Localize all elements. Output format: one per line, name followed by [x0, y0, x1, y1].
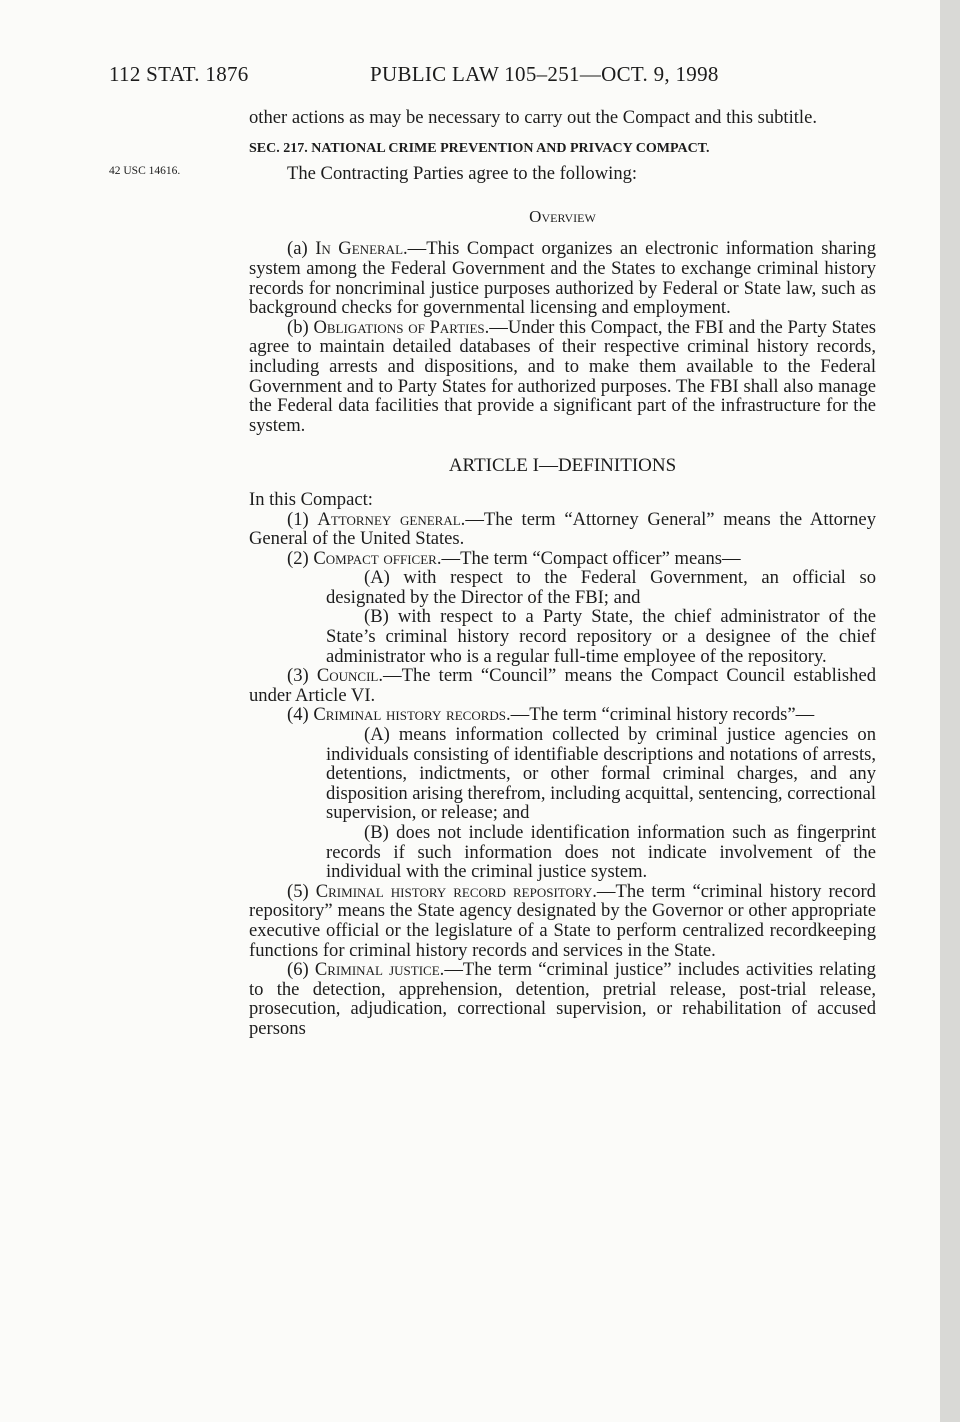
definition-text: —The term “criminal history records”— — [510, 704, 815, 726]
definition-3 — [249, 666, 876, 705]
definition-text: —The term “Council” means the Compact Council established under Article VI. — [249, 665, 876, 706]
definition-label: (4) — [287, 704, 314, 726]
definition-term: Criminal justice. — [314, 959, 445, 981]
definition-term: Council. — [316, 665, 384, 687]
overview-paragraph-a — [249, 239, 876, 317]
definition-label: (1) — [287, 508, 318, 530]
document-body — [249, 108, 876, 1039]
paragraph-label: (a) — [287, 238, 316, 260]
definition-4-a: (A) means information collected by criminal justice agencies on individuals consisting of identifiable descriptions and notations of arrests, detentions, indictments, or other formal criminal charges, and any disposition arising therefrom, including acquittal, sentencing, correctional supervision, or release; and — [326, 724, 876, 824]
paragraph-text: —This Compact organizes an electronic information sharing system among the Federal Government and the States to exchange criminal history records for noncriminal justice purposes authorized by Federal or State law, such as background checks for governmental licensing and employment. — [249, 238, 876, 319]
article-heading: ARTICLE I—DEFINITIONS — [448, 455, 677, 477]
definition-2-b: (B) with respect to a Party State, the chief administrator of the State’s criminal history record repository or a designee of the chief administrator who is a regular full-time employee of the repository. — [326, 606, 876, 667]
overview-heading: Overview — [529, 206, 596, 226]
definition-label: (2) — [287, 547, 314, 569]
paragraph-text: —Under this Compact, the FBI and the Party States agree to maintain detailed databases of their respective criminal history records, including arrests and dispositions, and to make them available to the Federal Government and to Party States for authorized purposes. The FBI shall also manage the Federal data facilities that provide a significant part of the infrastructure for the system. — [249, 316, 876, 436]
definition-text: —The term “Compact officer” means— — [441, 547, 741, 569]
definition-term: Compact officer. — [313, 547, 442, 569]
definition-label: (3) — [287, 665, 317, 687]
definition-2-a: (A) with respect to the Federal Government, an official so designated by the Director of the FBI; and — [326, 567, 876, 608]
paragraph-term: Obligations of Parties. — [313, 316, 490, 338]
paragraph-label: (b) — [287, 316, 314, 338]
public-law-citation: PUBLIC LAW 105–251—OCT. 9, 1998 — [370, 62, 719, 86]
definition-text: —The term “criminal history record repository” means the State agency designated by the Governor or other appropriate executive official or the legislature of a State to perform centralized recordkeeping functions for criminal history records and services in the State. — [249, 880, 876, 961]
page-header — [109, 62, 874, 86]
paragraph-term: In General. — [315, 238, 408, 260]
definition-term: Attorney general. — [317, 508, 466, 530]
definitions-intro: In this Compact: — [249, 488, 373, 510]
definition-6 — [249, 960, 876, 1038]
scan-gutter — [940, 0, 960, 1422]
definition-term: Criminal history records. — [313, 704, 511, 726]
definition-text: —The term “Attorney General” means the Attorney General of the United States. — [249, 508, 876, 550]
agreement-statement: The Contracting Parties agree to the following: — [287, 163, 638, 185]
usc-margin-note: 42 USC 14616. — [109, 165, 181, 177]
intro-paragraph: other actions as may be necessary to carry out the Compact and this subtitle. — [249, 107, 817, 128]
definition-4-b: (B) does not include identification information such as fingerprint records if such information does not indicate involvement of the individual with the criminal justice system. — [326, 822, 876, 883]
definition-text: —The term “criminal justice” includes activities relating to the detection, apprehension, detention, pretrial release, post-trial release, prosecution, adjudication, correctional supervision, or rehabilitation of accused persons — [249, 959, 876, 1039]
definition-label: (5) — [287, 880, 316, 902]
definition-4 — [249, 705, 876, 725]
definition-term: Criminal history record repository. — [315, 880, 597, 902]
definition-5 — [249, 882, 876, 960]
overview-paragraph-b — [249, 318, 876, 436]
definition-label: (6) — [287, 959, 315, 981]
definition-1 — [249, 510, 876, 549]
definition-2 — [249, 549, 876, 569]
statute-page-number: 112 STAT. 1876 — [109, 62, 249, 86]
section-heading: SEC. 217. NATIONAL CRIME PREVENTION AND PRIVACY COMPACT. — [249, 140, 710, 156]
